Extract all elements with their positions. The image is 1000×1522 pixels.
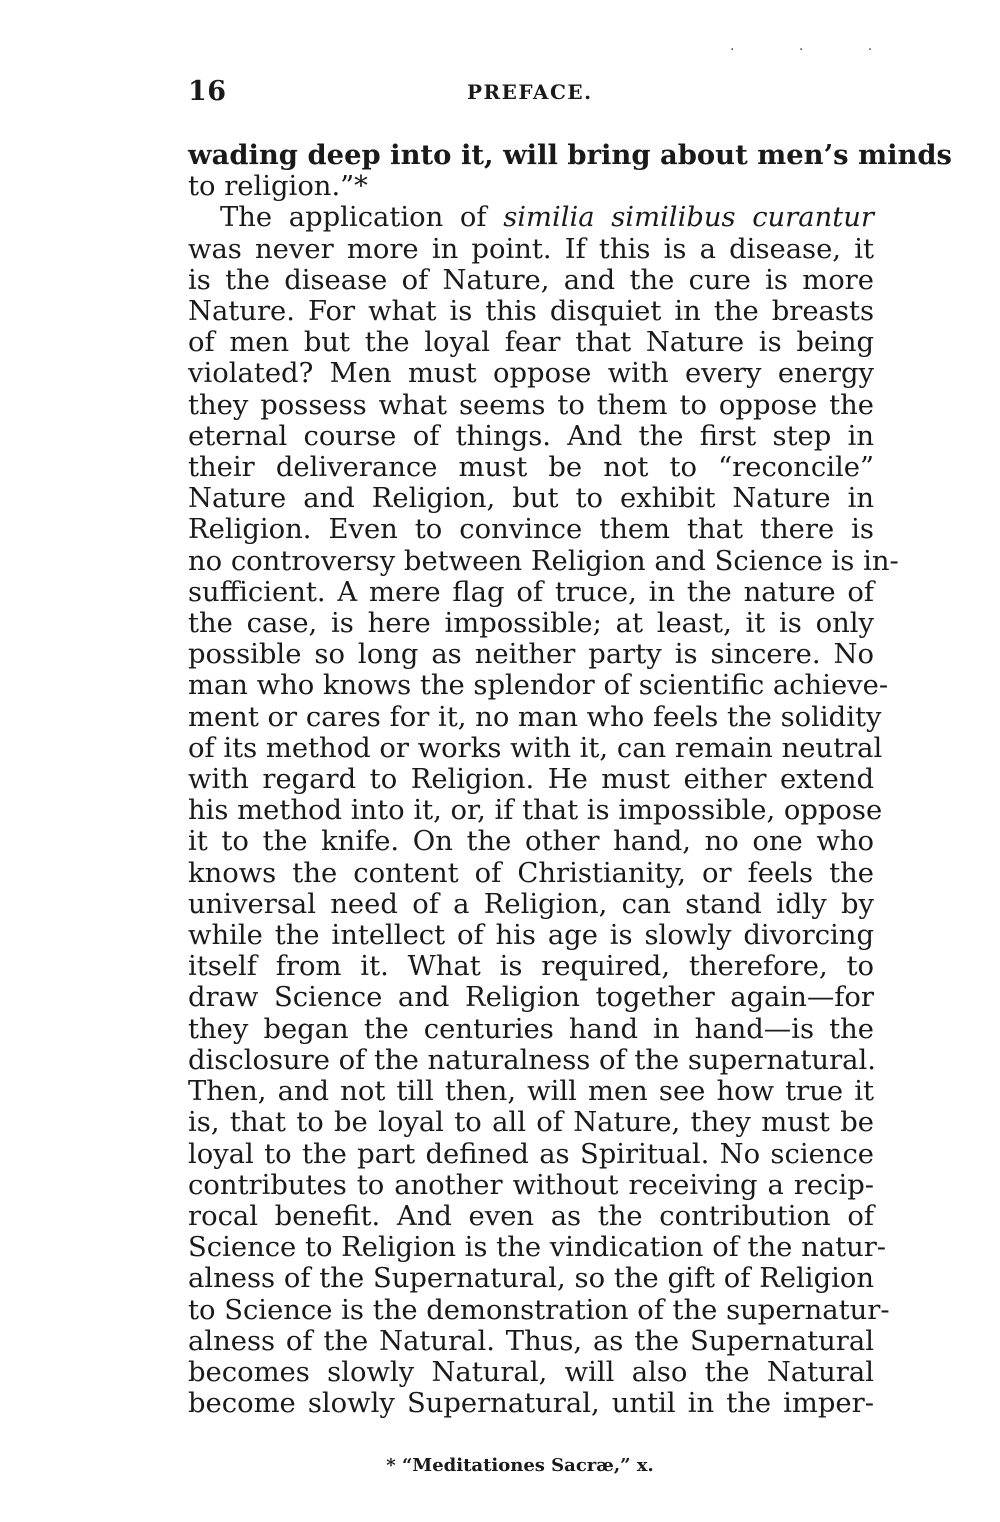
text-line: rocal benefit. And even as the contribution of — [188, 1200, 874, 1232]
body-text — [188, 139, 952, 1420]
text-line: become slowly Supernatural, until in the imper- — [188, 1388, 874, 1420]
text-line: itself from it. What is required, therefore, to — [188, 951, 874, 983]
text-line: they began the centuries hand in hand—is the — [188, 1013, 874, 1045]
text-line: becomes slowly Natural, will also the Natural — [188, 1356, 874, 1388]
footnote: * “Meditationes Sacræ,” x. — [386, 1455, 654, 1476]
text-line: Nature and Religion, but to exhibit Nature in — [188, 483, 874, 515]
text-line: knows the content of Christianity, or feels the — [188, 857, 874, 889]
text-line: possible so long as neither party is sincere. No — [188, 639, 874, 671]
text-line: the case, is here impossible; at least, it is only — [188, 608, 874, 640]
print-specks: · · · — [730, 42, 903, 58]
text-line: Then, and not till then, will men see how true it — [188, 1076, 874, 1108]
text-line: they possess what seems to them to oppose the — [188, 389, 874, 421]
text-line: violated? Men must oppose with every energy — [188, 358, 874, 390]
text-line: of men but the loyal fear that Nature is being — [188, 327, 874, 359]
text-line: is, that to be loyal to all of Nature, they must be — [188, 1107, 874, 1139]
text-line: universal need of a Religion, can stand idly by — [188, 888, 874, 920]
text-line: with regard to Religion. He must either extend — [188, 764, 874, 796]
text-line: ment or cares for it, no man who feels the solidity — [188, 701, 882, 733]
text-line: it to the knife. On the other hand, no one who — [188, 826, 874, 858]
page-header — [0, 76, 1000, 112]
text-line: contributes to another without receiving a recip- — [188, 1169, 874, 1201]
text-line: Religion. Even to convince them that there is — [188, 514, 874, 546]
text-line: draw Science and Religion together again—for — [188, 982, 874, 1014]
text-line: while the intellect of his age is slowly divorcing — [188, 920, 874, 952]
text-line: is the disease of Nature, and the cure is more — [188, 264, 874, 296]
text-line: man who knows the splendor of scientific achieve- — [188, 670, 889, 702]
text-line: Science to Religion is the vindication of the natur- — [188, 1232, 887, 1264]
text-line: wading deep into it, will bring about men’s minds — [188, 139, 952, 171]
latin-phrase: similia similibus curantur — [503, 202, 874, 234]
text-line: eternal course of things. And the first step in — [188, 420, 874, 452]
text-line: to Science is the demonstration of the supernatur- — [188, 1294, 890, 1326]
text-line: alness of the Natural. Thus, as the Supernatural — [188, 1325, 874, 1357]
text-line: of its method or works with it, can remain neutral — [188, 732, 883, 764]
text-line-paragraph-start — [188, 202, 874, 233]
text-line: was never more in point. If this is a disease, it — [188, 233, 874, 265]
text-line: no controversy between Religion and Science is in- — [188, 545, 899, 577]
text-line: alness of the Supernatural, so the gift of Religion — [188, 1263, 874, 1295]
running-head: PREFACE. — [467, 80, 593, 104]
text-line: his method into it, or, if that is impossible, oppose — [188, 795, 883, 827]
text-line: their deliverance must be not to “reconcile” — [188, 452, 874, 484]
text-line: disclosure of the naturalness of the supernatural. — [188, 1044, 876, 1076]
text-line: loyal to the part defined as Spiritual. No science — [188, 1138, 874, 1170]
text-line: Nature. For what is this disquiet in the breasts — [188, 296, 874, 328]
text-line: to religion.”* — [188, 171, 368, 203]
text-line: sufficient. A mere flag of truce, in the nature of — [188, 576, 874, 608]
page-number: 16 — [188, 76, 227, 107]
paragraph-lead: The application of — [220, 202, 487, 234]
